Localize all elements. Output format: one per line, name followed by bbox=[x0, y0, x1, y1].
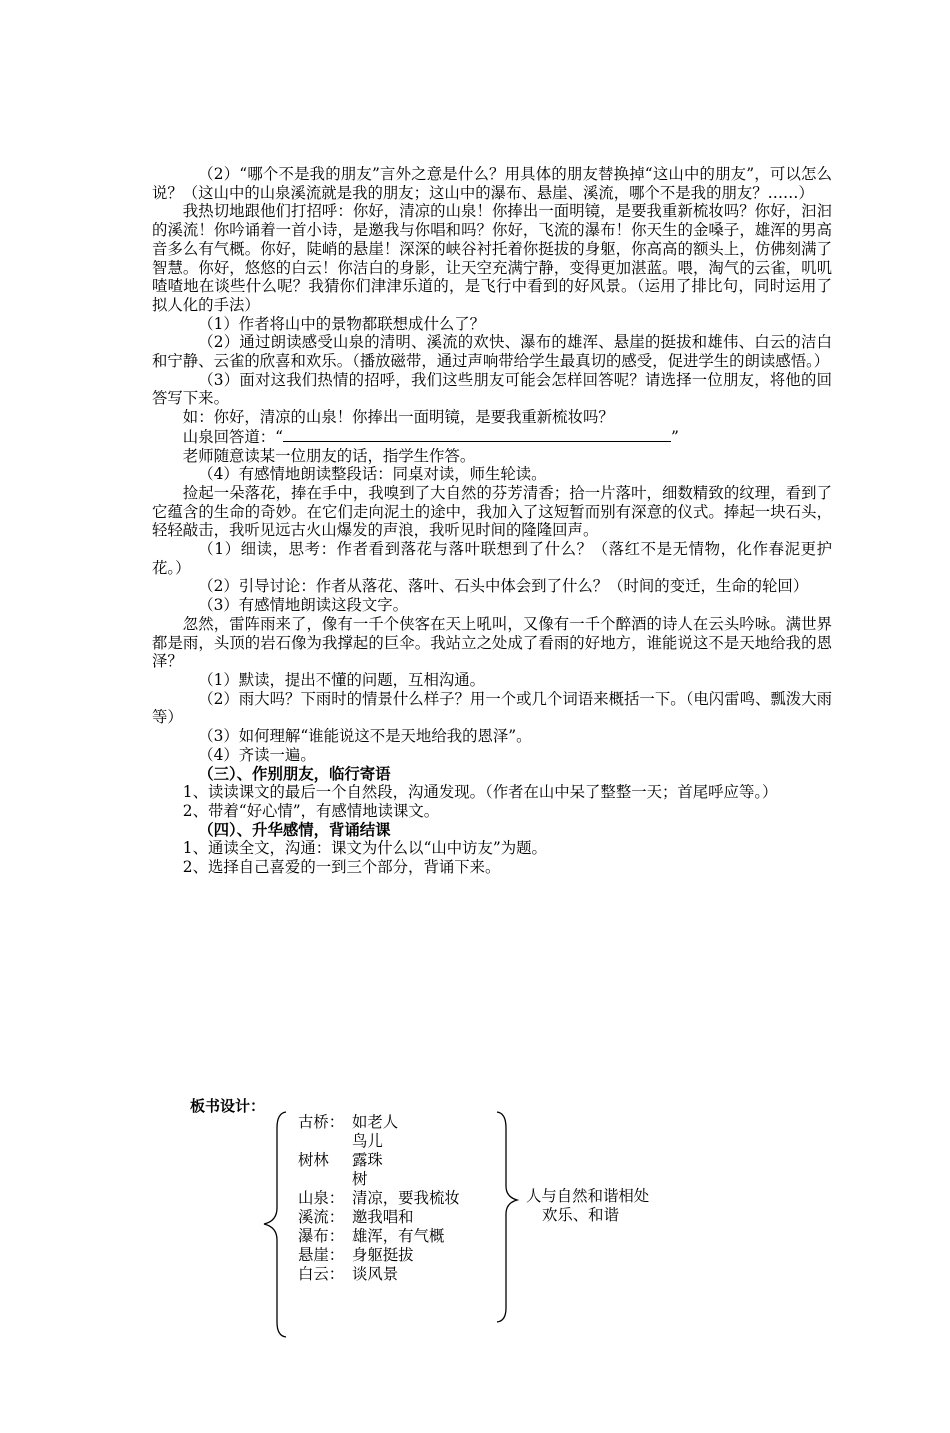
board-design-title: 板书设计： bbox=[190, 1097, 266, 1115]
para2-15: 1、通读全文，沟通：课文为什么以“山中访友”为题。 bbox=[182, 839, 547, 858]
answer-prefix: 山泉回答道：“ bbox=[182, 427, 284, 446]
board-row-value: 露珠 bbox=[352, 1151, 383, 1169]
board-row-key: 树林 bbox=[298, 1151, 329, 1169]
summary-line-1: 人与自然和谐相处 bbox=[526, 1187, 650, 1205]
para2-0: 老师随意读某一位朋友的话，指学生作答。 bbox=[182, 446, 476, 465]
para2-13: 2、带着“好心情”，有感情地读课文。 bbox=[182, 801, 440, 820]
para2-1: （4）有感情地朗读整段话：同桌对读，师生轮读。 bbox=[198, 465, 547, 484]
para2-10: （4）齐读一遍。 bbox=[198, 745, 316, 764]
board-row-value: 树 bbox=[352, 1170, 368, 1188]
para-0: （2）“哪个不是我的朋友”言外之意是什么？用具体的朋友替换掉“这山中的朋友”，可以怎么说？（这山中的山泉溪流就是我的朋友；这山中的瀑布、悬崖、溪流，哪个不是我的朋友？……） bbox=[152, 165, 832, 202]
para-4: （3）面对这我们热情的招呼，我们这些朋友可能会怎样回答呢？请选择一位朋友，将他的回答写下来。 bbox=[152, 370, 832, 408]
para2-8: （2）雨大吗？下雨时的情景什么样子？用一个或几个词语来概括一下。（电闪雷鸣、瓢泼大雨等） bbox=[152, 689, 832, 727]
board-row-key: 白云： bbox=[298, 1265, 345, 1283]
board-row-value: 鸟儿 bbox=[352, 1132, 383, 1150]
para2-14: （四）、升华感情，背诵结课 bbox=[198, 820, 391, 839]
board-row-key: 溪流： bbox=[298, 1208, 345, 1226]
para2-2: 捡起一朵落花，捧在手中，我嗅到了大自然的芬芳清香；拾一片落叶，细数精致的纹理，看到了它蕴含的生命的奇妙。在它们走向泥土的途中，我加入了这短暂而别有深意的仪式。捧起一块石头，轻轻敲击，我听见远古火山爆发的声浪，我听见时间的隆隆回声。 bbox=[152, 483, 832, 540]
board-row-value: 邀我唱和 bbox=[352, 1208, 414, 1226]
para-1: 我热切地跟他们打招呼：你好，清凉的山泉！你捧出一面明镜，是要我重新梳妆吗？你好，汩汩的溪流！你吟诵着一首小诗，是邀我与你唱和吗？你好，飞流的瀑布！你天生的金嗓子，雄浑的男高音多么有气概。你好，陡峭的悬崖！深深的峡谷衬托着你挺拔的身躯，你高高的额头上，仿佛刻满了智慧。你好，悠悠的白云！你洁白的身影，让天空充满宁静，变得更加湛蓝。喂，淘气的云雀，叽叽喳喳地在谈些什么呢？我猜你们津津乐道的，是飞行中看到的好风景。（运用了排比句，同时运用了拟人化的手法） bbox=[152, 202, 832, 314]
para2-6: 忽然，雷阵雨来了，像有一千个侠客在天上吼叫，又像有一千个醉酒的诗人在云头吟咏。满世界都是雨，头顶的岩石像为我撑起的巨伞。我站立之处成了看雨的好地方，谁能说这不是天地给我的恩泽？ bbox=[152, 614, 832, 671]
board-row-value: 谈风景 bbox=[352, 1265, 399, 1283]
para2-5: （3）有感情地朗读这段文字。 bbox=[198, 596, 409, 615]
right-brace bbox=[497, 1112, 517, 1322]
board-row-value: 身躯挺拔 bbox=[352, 1246, 414, 1264]
para-5: 如：你好，清凉的山泉！你捧出一面明镜，是要我重新梳妆吗？ bbox=[182, 408, 614, 427]
board-row-key: 悬崖： bbox=[298, 1246, 345, 1264]
board-row-key: 山泉： bbox=[298, 1189, 345, 1207]
answer-suffix: ” bbox=[671, 427, 679, 446]
para-3: （2）通过朗读感受山泉的清明、溪流的欢快、瀑布的雄浑、悬崖的挺拔和雄伟、白云的洁白和宁静、云雀的欣喜和欢乐。（播放磁带，通过声响带给学生最真切的感受，促进学生的朗读感悟。） bbox=[152, 333, 832, 371]
board-row-key: 古桥： bbox=[298, 1113, 345, 1131]
para2-16: 2、选择自己喜爱的一到三个部分，背诵下来。 bbox=[182, 858, 501, 877]
para2-12: 1、读读课文的最后一个自然段，沟通发现。（作者在山中呆了整整一天；首尾呼应等。） bbox=[182, 783, 778, 802]
board-row-key: 瀑布： bbox=[298, 1227, 345, 1245]
para-2: （1）作者将山中的景物都联想成什么了？ bbox=[198, 314, 486, 333]
left-brace bbox=[264, 1112, 286, 1337]
para2-4: （2）引导讨论：作者从落花、落叶、石头中体会到了什么？（时间的变迁，生命的轮回） bbox=[198, 577, 809, 596]
board-row-value: 清凉，要我梳妆 bbox=[352, 1189, 460, 1207]
board-row-value: 雄浑，有气概 bbox=[352, 1227, 445, 1245]
para2-9: （3）如何理解“谁能说这不是天地给我的恩泽”。 bbox=[198, 727, 532, 746]
para2-3: （1）细读，思考：作者看到落花与落叶联想到了什么？（落红不是无情物，化作春泥更护花。） bbox=[152, 540, 832, 577]
para2-7: （1）默读，提出不懂的问题，互相沟通。 bbox=[198, 670, 486, 689]
para2-11: （三）、作别朋友，临行寄语 bbox=[198, 764, 391, 783]
summary-line-2: 欢乐、和谐 bbox=[542, 1206, 619, 1224]
board-row-value: 如老人 bbox=[352, 1113, 399, 1131]
